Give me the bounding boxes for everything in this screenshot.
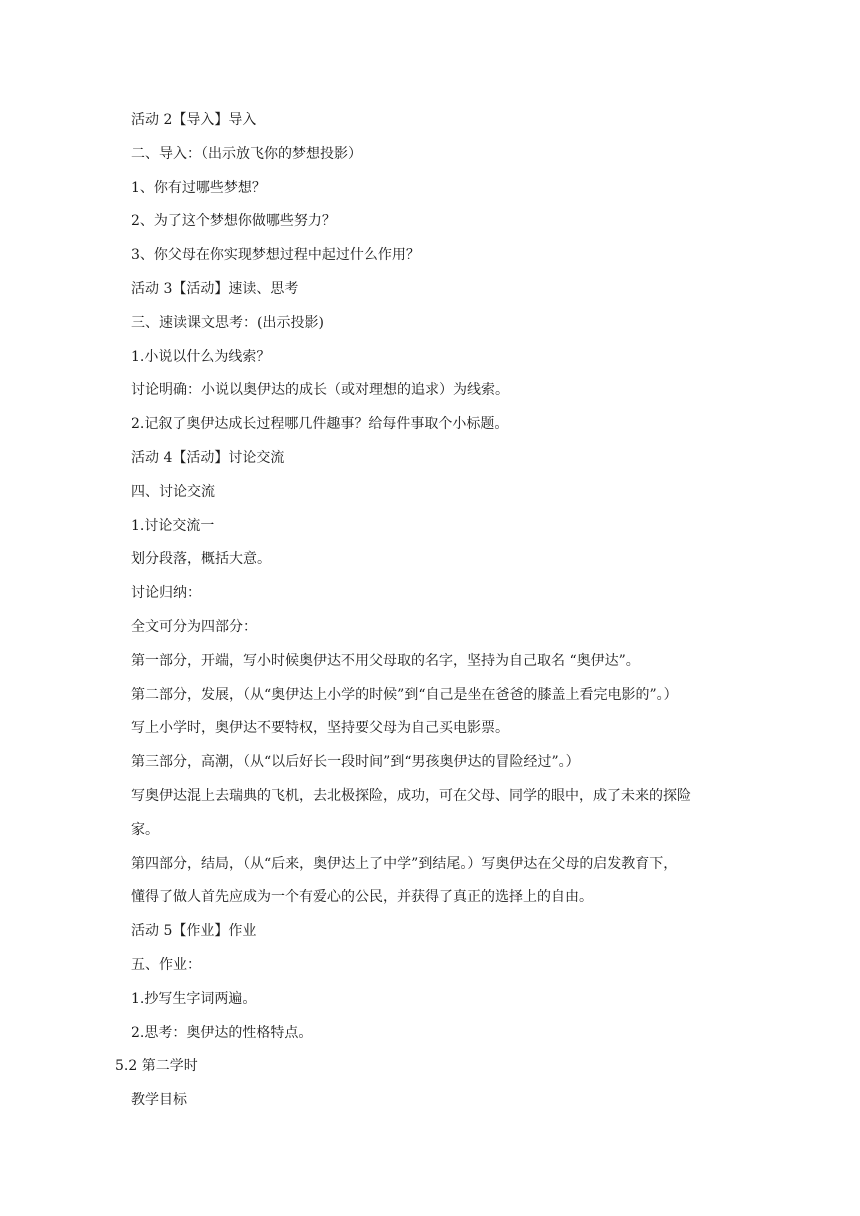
part-4-text-line-1: 第四部分，结局，（从“后来，奥伊达上了中学”到结尾。）写奥伊达在父母的启发教育下， <box>131 855 678 872</box>
section-4-heading: 四、讨论交流 <box>131 483 215 500</box>
section-3-heading: 三、速读课文思考：(出示投影) <box>131 314 324 331</box>
document-body <box>115 104 731 1118</box>
question-2: 2、为了这个梦想你做哪些努力？ <box>131 213 336 230</box>
part-4-text-line-2: 懂得了做人首先应成为一个有爱心的公民，并获得了真正的选择上的自由。 <box>131 889 593 906</box>
part-2-summary: 写上小学时，奥伊达不要特权，坚持要父母为自己买电影票。 <box>131 720 509 737</box>
homework-2: 2.思考：奥伊达的性格特点。 <box>131 1024 313 1041</box>
reading-question-1: 1.小说以什么为线索？ <box>131 348 271 365</box>
section-5-heading: 五、作业： <box>131 956 201 973</box>
reading-question-2: 2.记叙了奥伊达成长过程哪几件趣事？给每件事取个小标题。 <box>131 416 509 433</box>
part-2-text: 第二部分，发展，（从“奥伊达上小学的时候”到“自己是坐在爸爸的膝盖上看完电影的”。） <box>131 686 678 703</box>
part-3-summary-line-2: 家。 <box>131 821 159 838</box>
activity-2-heading: 活动 2【导入】导入 <box>131 112 257 128</box>
section-2-heading: 二、导入：（出示放飞你的梦想投影） <box>131 145 362 162</box>
part-3-summary-line-1: 写奥伊达混上去瑞典的飞机，去北极探险，成功，可在父母、同学的眼中，成了未来的探险 <box>131 787 691 804</box>
homework-1: 1.抄写生字词两遍。 <box>131 990 257 1007</box>
teaching-objectives-heading: 教学目标 <box>131 1092 187 1109</box>
four-parts-intro: 全文可分为四部分： <box>131 618 257 635</box>
part-3-text: 第三部分，高潮，（从“以后好长一段时间”到“男孩奥伊达的冒险经过”。） <box>131 754 580 771</box>
question-1: 1、你有过哪些梦想？ <box>131 179 266 196</box>
question-3: 3、你父母在你实现梦想过程中起过什么作用？ <box>131 247 420 264</box>
activity-4-heading: 活动 4【活动】讨论交流 <box>131 449 285 466</box>
activity-3-heading: 活动 3【活动】速读、思考 <box>131 280 299 297</box>
second-lesson-heading: 5.2 第二学时 <box>115 1058 198 1075</box>
discussion-answer: 讨论明确：小说以奥伊达的成长（或对理想的追求）为线索。 <box>131 382 509 399</box>
discussion-summary-label: 讨论归纳： <box>131 585 201 602</box>
part-1-text: 第一部分，开端，写小时候奥伊达不用父母取的名字，坚持为自己取名 “奥伊达”。 <box>131 652 640 669</box>
activity-5-heading: 活动 5【作业】作业 <box>131 923 257 940</box>
paragraph-division-task: 划分段落，概括大意。 <box>131 551 271 568</box>
discussion-1: 1.讨论交流一 <box>131 517 215 534</box>
